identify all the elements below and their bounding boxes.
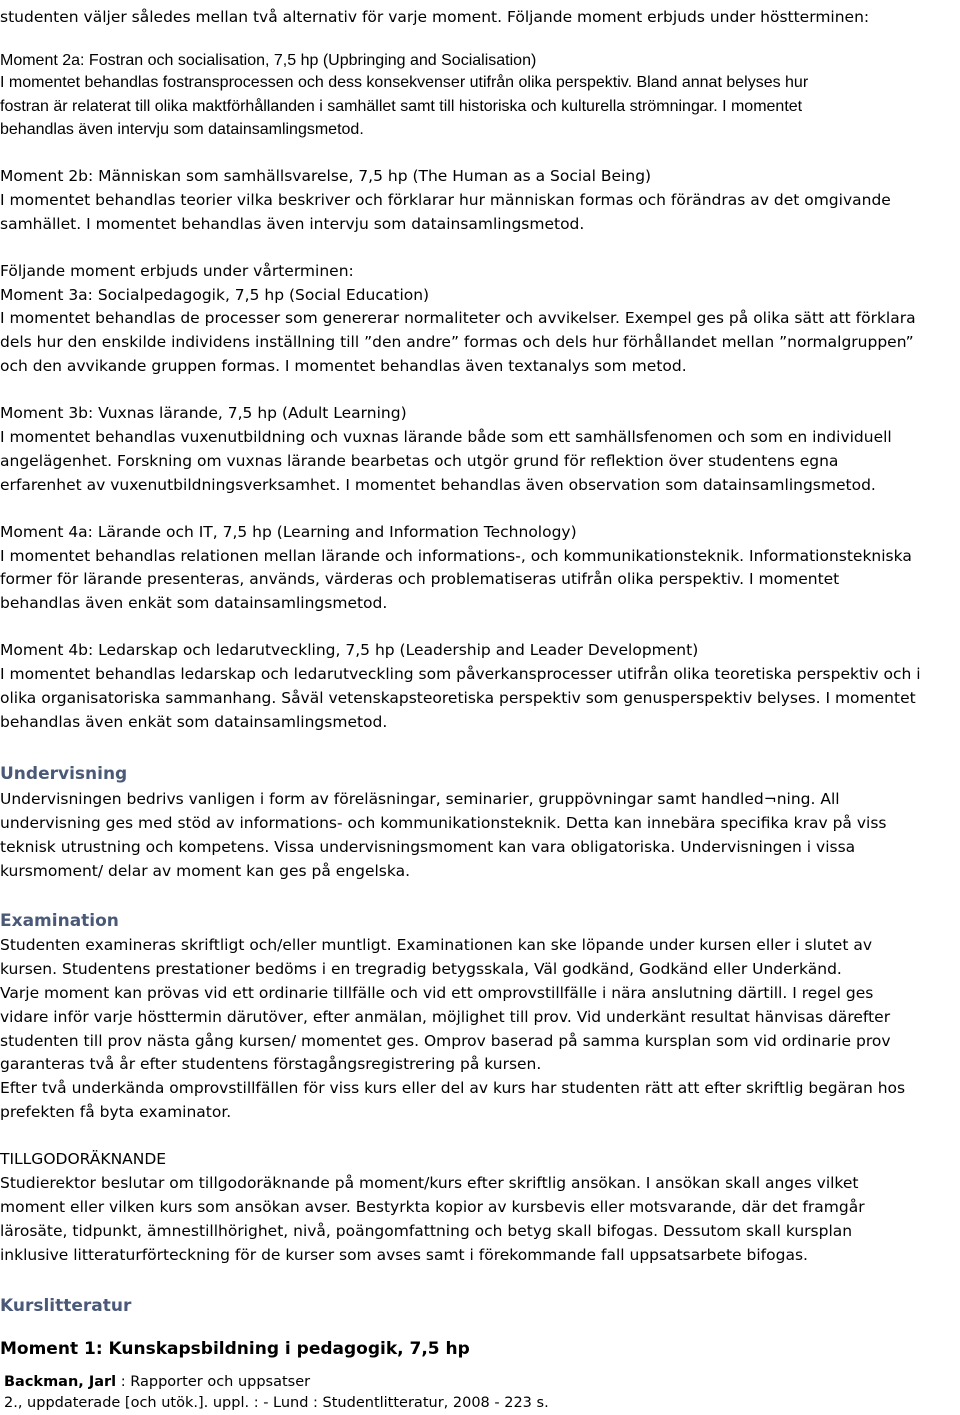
moment-2b-title: Moment 2b: Människan som samhällsvarelse, 7,5 hp (The Human as a Social Being)	[0, 167, 652, 185]
moment-3b-title: Moment 3b: Vuxnas lärande, 7,5 hp (Adult Learning)	[0, 404, 407, 422]
examination-heading: Examination	[0, 911, 119, 931]
moment-2a-text: fostran är relaterat till olika maktförhållanden i samhället samt till historiska och kulturella strömningar. I momentet	[0, 98, 803, 115]
examination-text: Varje moment kan prövas vid ett ordinarie tillfälle och vid ett omprovstillfälle i nära anslutning därtill. I regel ges	[0, 984, 874, 1002]
tillgodo-text: Studierektor beslutar om tillgodoräknande på moment/kurs efter skriftlig ansökan. I ansökan skall anges vilket	[0, 1174, 859, 1192]
tillgodo-heading: TILLGODORÄKNANDE	[0, 1150, 167, 1168]
moment-3a-text: dels hur den enskilde individens inställning till ”den andre” formas och dels hur förhållandet mellan ”normalgruppen”	[0, 333, 914, 351]
moment-3b-text: angelägenhet. Forskning om vuxnas lärande bearbetas och utgör grund för reflektion över studentens egna	[0, 452, 839, 470]
moment-3a-text: I momentet behandlas de processer som genererar normaliteter och avvikelser. Exempel ges på olika sätt att förklara	[0, 309, 916, 327]
examination-text: studenten till prov nästa gång kursen/ momentet ges. Omprov baserad på samma kursplan som vid ordinarie prov	[0, 1032, 891, 1050]
undervisning-text: teknisk utrustning och kompetens. Vissa undervisningsmoment kan vara obligatoriska. Undervisningen i vissa	[0, 838, 856, 856]
moment-2a-text: behandlas även intervju som datainsamlingsmetod.	[0, 121, 364, 138]
moment-3b-text: I momentet behandlas vuxenutbildning och vuxnas lärande både som ett samhällsfenomen och som en individuell	[0, 428, 892, 446]
moment-4b-title: Moment 4b: Ledarskap och ledarutveckling, 7,5 hp (Leadership and Leader Development)	[0, 641, 699, 659]
moment-4a-text: I momentet behandlas relationen mellan lärande och informations-, och kommunikationsteknik. Informationstekniska	[0, 547, 912, 565]
tillgodo-text: inklusive litteraturförteckning för de kurser som avses samt i förekommande fall uppsatsarbete bifogas.	[0, 1246, 808, 1264]
undervisning-heading: Undervisning	[0, 764, 128, 784]
moment-3a-title: Moment 3a: Socialpedagogik, 7,5 hp (Social Education)	[0, 286, 430, 304]
moment-2a-text: I momentet behandlas fostransprocessen och dess konsekvenser utifrån olika perspektiv. Bland annat belyses hur	[0, 74, 809, 91]
kurslitteratur-heading: Kurslitteratur	[0, 1296, 132, 1316]
moment-4b-text: behandlas även enkät som datainsamlingsmetod.	[0, 713, 388, 731]
tillgodo-text: moment eller vilken kurs som ansökan avser. Bestyrkta kopior av kursbevis eller motsvarande, där det framgår	[0, 1198, 865, 1216]
undervisning-text: Undervisningen bedrivs vanligen i form av föreläsningar, seminarier, gruppövningar samt handled¬ning. All	[0, 790, 840, 808]
moment-4a-text: former för lärande presenteras, används, värderas och problematiseras utifrån olika perspektiv. I momentet	[0, 570, 840, 588]
intro-text: studenten väljer således mellan två alternativ för varje moment. Följande moment erbjuds under höstterminen:	[0, 8, 870, 26]
moment-4b-text: I momentet behandlas ledarskap och ledarutveckling som påverkansprocesser utifrån olika teoretiska perspektiv och i	[0, 665, 921, 683]
moment-4a-title: Moment 4a: Lärande och IT, 7,5 hp (Learning and Information Technology)	[0, 523, 577, 541]
moment-4a-text: behandlas även enkät som datainsamlingsmetod.	[0, 594, 388, 612]
examination-text: Efter två underkända omprovstillfällen för viss kurs eller del av kurs har studenten rätt att efter skriftlig begäran hos	[0, 1079, 906, 1097]
literature-title: : Rapporter och uppsatser	[116, 1374, 311, 1390]
literature-entry	[4, 1371, 310, 1393]
moment-2b-text: samhället. I momentet behandlas även intervju som datainsamlingsmetod.	[0, 215, 585, 233]
moment-2a-title: Moment 2a: Fostran och socialisation, 7,5 hp (Upbringing and Socialisation)	[0, 52, 537, 69]
examination-text: prefekten få byta examinator.	[0, 1103, 232, 1121]
moment-3b-text: erfarenhet av vuxenutbildningsverksamhet. I momentet behandlas även observation som datainsamlingsmetod.	[0, 476, 876, 494]
examination-text: vidare inför varje hösttermin därutöver, efter anmälan, möjlighet till prov. Vid underkänt resultat hänvisas därefter	[0, 1008, 891, 1026]
examination-text: kursen. Studentens prestationer bedöms i en tregradig betygsskala, Väl godkänd, Godkänd eller Underkänd.	[0, 960, 842, 978]
examination-text: Studenten examineras skriftligt och/eller muntligt. Examinationen kan ske löpande under kursen eller i slutet av	[0, 936, 872, 954]
examination-text: garanteras två år efter studentens förstagångsregistrering på kursen.	[0, 1055, 542, 1073]
moment-4b-text: olika organisatoriska sammanhang. Såväl vetenskapsteoretiska perspektiv som genusperspektiv belyses. I momentet	[0, 689, 916, 707]
literature-author: Backman, Jarl	[4, 1374, 117, 1390]
undervisning-text: kursmoment/ delar av moment kan ges på engelska.	[0, 862, 411, 880]
moment-2b-text: I momentet behandlas teorier vilka beskriver och förklarar hur människan formas och förändras av det omgivande	[0, 191, 891, 209]
spring-intro: Följande moment erbjuds under vårterminen:	[0, 262, 354, 280]
undervisning-text: undervisning ges med stöd av informations- och kommunikationsteknik. Detta kan innebära specifika krav på viss	[0, 814, 887, 832]
literature-details: 2., uppdaterade [och utök.]. uppl. : - Lund : Studentlitteratur, 2008 - 223 s.	[4, 1395, 549, 1411]
moment-1-title: Moment 1: Kunskapsbildning i pedagogik, 7,5 hp	[0, 1339, 470, 1359]
tillgodo-text: lärosäte, tidpunkt, ämnestillhörighet, nivå, poängomfattning och betyg skall bifogas. Dessutom skall kursplan	[0, 1222, 853, 1240]
moment-3a-text: och den avvikande gruppen formas. I momentet behandlas även textanalys som metod.	[0, 357, 687, 375]
